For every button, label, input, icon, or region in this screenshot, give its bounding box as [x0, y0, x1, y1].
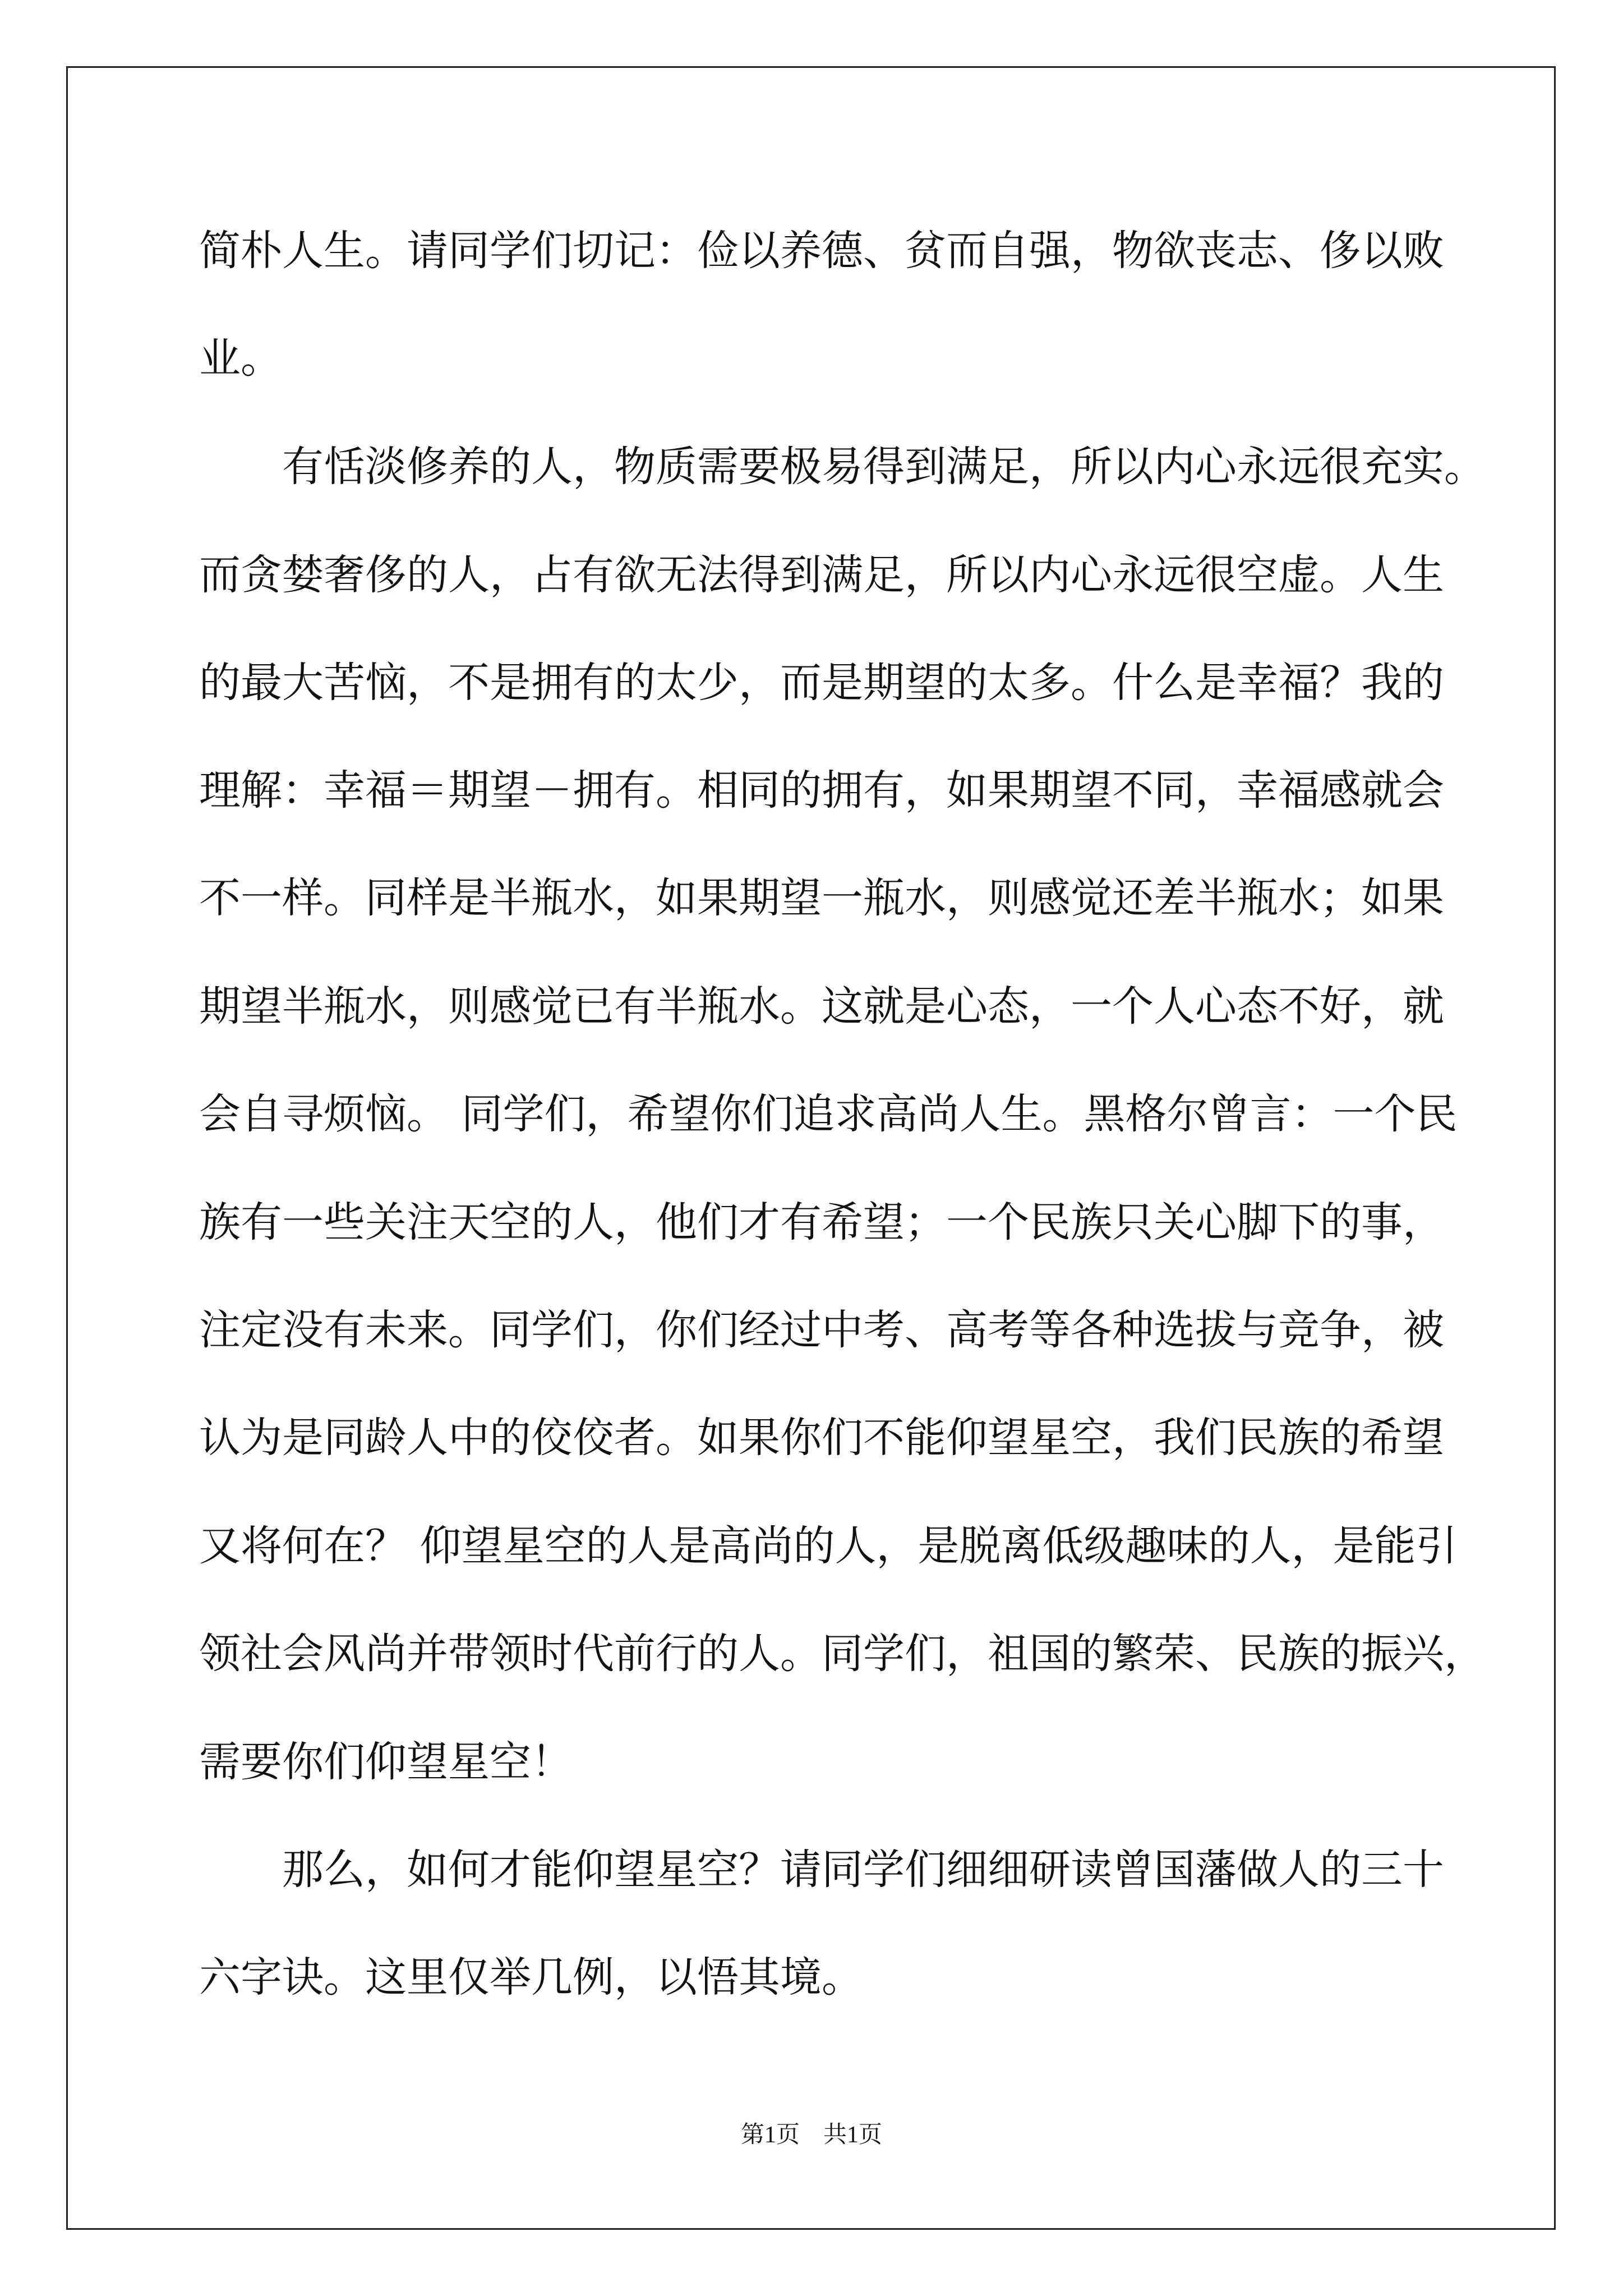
text-line: 简朴人生。请同学们切记：俭以养德、贫而自强，物欲丧志、侈以败 — [199, 227, 1444, 275]
text-line: 理解：幸福＝期望－拥有。相同的拥有，如果期望不同，幸福感就会 — [199, 766, 1444, 815]
text-line: 注定没有未来。同学们，你们经过中考、高考等各种选拔与竞争，被 — [199, 1306, 1444, 1354]
text-line: 又将何在？ 仰望星空的人是高尚的人，是脱离低级趣味的人，是能引 — [199, 1522, 1458, 1570]
text-line: 业。 — [199, 334, 282, 383]
text-line: 不一样。同样是半瓶水，如果期望一瓶水，则感觉还差半瓶水；如果 — [199, 874, 1444, 922]
text-line: 需要你们仰望星空！ — [199, 1738, 573, 1786]
text-line: 那么，如何才能仰望星空？请同学们细细研读曾国藩做人的三十 — [199, 1846, 1444, 1894]
page-border — [66, 66, 1556, 2230]
text-line: 六字诀。这里仅举几例，以悟其境。 — [199, 1953, 863, 2001]
text-line: 的最大苦恼，不是拥有的太少，而是期望的太多。什么是幸福？我的 — [199, 659, 1444, 707]
text-line: 族有一些关注天空的人，他们才有希望；一个民族只关心脚下的事， — [199, 1198, 1444, 1246]
text-line: 认为是同龄人中的佼佼者。如果你们不能仰望星空，我们民族的希望 — [199, 1414, 1444, 1462]
text-line: 期望半瓶水，则感觉已有半瓶水。这就是心态，一个人心态不好，就 — [199, 982, 1444, 1030]
text-line: 领社会风尚并带领时代前行的人。同学们，祖国的繁荣、民族的振兴， — [199, 1630, 1486, 1678]
text-line: 而贪婪奢侈的人，占有欲无法得到满足，所以内心永远很空虚。人生 — [199, 551, 1444, 599]
text-line: 会自寻烦恼。 同学们，希望你们追求高尚人生。黑格尔曾言：一个民 — [199, 1090, 1458, 1138]
text-line: 有恬淡修养的人，物质需要极易得到满足，所以内心永远很充实。 — [199, 443, 1486, 491]
page-number: 第1页 共1页 — [740, 2122, 882, 2148]
